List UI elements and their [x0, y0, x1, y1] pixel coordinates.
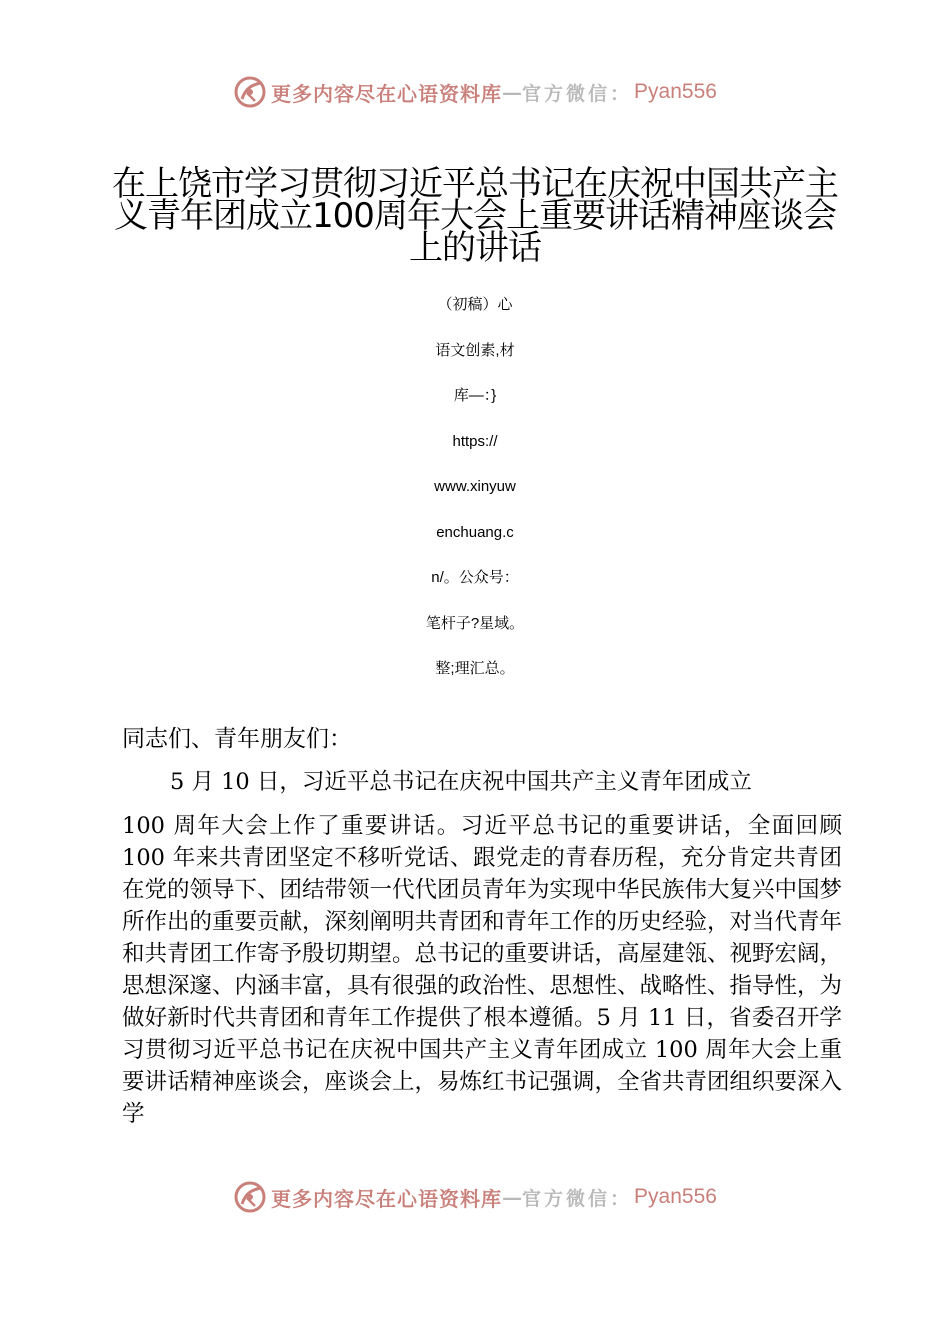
- footer-banner: [0, 1177, 950, 1217]
- banner-wechat-label: 官方微信：: [522, 82, 633, 105]
- meta-line: n/。公众号：: [431, 569, 519, 586]
- logo-icon: [233, 1180, 267, 1214]
- meta-line: 整;理汇总。: [435, 660, 515, 677]
- meta-line: www.xinyuw: [434, 478, 516, 495]
- meta-line: 库—：}: [453, 387, 497, 404]
- banner-wechat-id: Pyan556: [634, 1185, 717, 1208]
- meta-line: 语文创素,材: [435, 341, 515, 359]
- banner-text: 更多内容尽在心语资料库: [271, 1186, 503, 1211]
- meta-line: https://: [452, 432, 498, 450]
- logo-icon: [233, 75, 267, 109]
- body-paragraph: [122, 766, 842, 1130]
- paragraph-first-line: 5 月 10 日，习近平总书记在庆祝中国共产主义青年团成立: [170, 769, 752, 795]
- document-title: 在上饶市学习贯彻习近平总书记在庆祝中国共产主义青年团成立100周年大会上重要讲话精神座谈会上的讲话: [112, 164, 838, 268]
- meta-line: enchuang.c: [436, 523, 514, 541]
- greeting: 同志们、青年朋友们：: [122, 726, 352, 752]
- paragraph-text: 100 周年大会上作了重要讲话。习近平总书记的重要讲话，全面回顾 100 年来共青团坚定不移听党话、跟党走的青春历程，充分肯定共青团在党的领导下、团结带领一代代团员青年为实现中华民族伟大复兴中国梦所作出的重要贡献，深刻阐明共青团和青年工作的历史经验，对当代青年和共青团工作寄予殷切期望。总书记的重要讲话，高屋建瓴、视野宏阔，思想深邃、内涵丰富，具有很强的政治性、思想性、战略性、指导性，为做好新时代共青团和青年工作提供了根本遵循。5 月 11 日，省委召开学习贯彻习近平总书记在庆祝中国共产主义青年团成立 100 周年大会上重要讲话精神座谈会，座谈会上，易炼红书记强调，全省共青团组织要深入学: [122, 813, 843, 1127]
- banner-text: 更多内容尽在心语资料库: [271, 81, 503, 106]
- banner-separator: —: [502, 1185, 523, 1209]
- meta-line: 笔杆子?星域。: [425, 614, 525, 632]
- banner-separator: —: [502, 80, 523, 104]
- meta-line: （初稿）心: [437, 296, 513, 313]
- header-banner: [0, 72, 950, 112]
- document-meta: [0, 282, 950, 692]
- banner-wechat-label: 官方微信：: [522, 1187, 633, 1210]
- banner-wechat-id: Pyan556: [634, 80, 717, 103]
